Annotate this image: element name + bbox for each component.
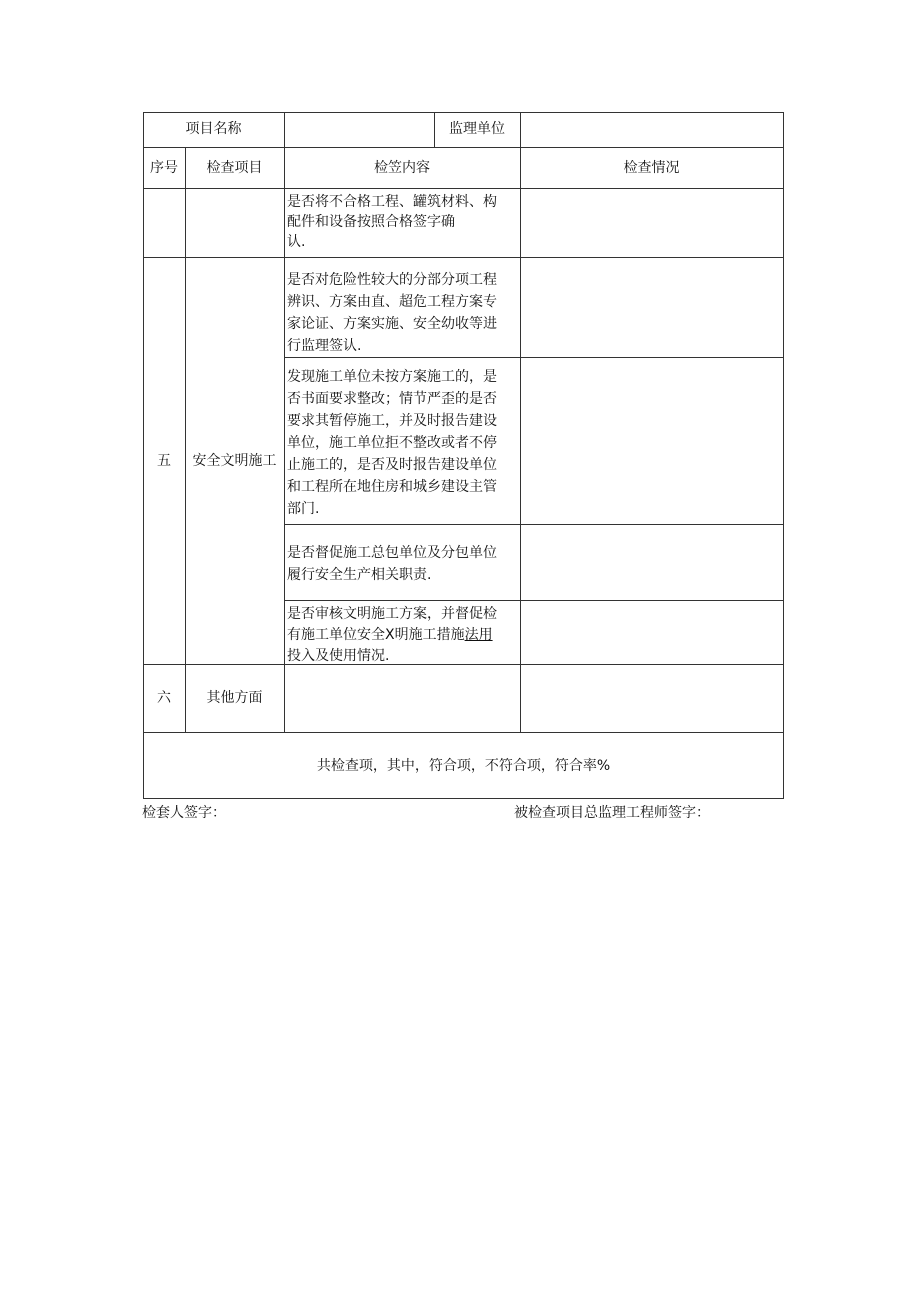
chief-supervisor-signature-label: 被检查项目总监理工程师签字： xyxy=(514,805,710,821)
content-line: 和工程所在地住房和城乡建设主管 xyxy=(287,479,497,495)
content-line: 辨识、方案由直、超危工程方案专 xyxy=(287,294,497,310)
item-other-aspects: 其他方面 xyxy=(206,690,263,706)
table-line xyxy=(520,112,521,733)
content-line: 要求其暂停施工，并及时报告建设 xyxy=(287,413,497,429)
supervisor-unit-label: 监理单位 xyxy=(449,121,505,137)
table-line xyxy=(143,147,784,148)
table-line xyxy=(284,600,784,601)
supervisor-unit-value[interactable] xyxy=(524,120,779,140)
col-header-content: 检笠内容 xyxy=(374,160,430,176)
table-line xyxy=(143,188,784,189)
content-line: 单位，施工单位拒不整改或者不停 xyxy=(287,435,497,451)
col-header-seq: 序号 xyxy=(150,160,178,176)
table-line xyxy=(185,147,186,733)
content-line: 止施工的，是否及时报告建设单位 xyxy=(287,457,497,473)
content-line: 履行安全生产相关职责. xyxy=(287,567,432,583)
content-line: 是否督促施工总包单位及分包单位 xyxy=(287,545,497,561)
col-header-status: 检查情况 xyxy=(623,160,680,176)
table-line xyxy=(284,357,784,358)
content-line: 家论证、方案实施、安全幼收等进 xyxy=(287,316,497,332)
content-text: 有施工单位安全X明施工措施 xyxy=(287,627,465,643)
content-line: 部门. xyxy=(287,501,320,517)
content-line: 认. xyxy=(287,234,306,250)
seq-six: 六 xyxy=(157,690,171,706)
project-name-value[interactable] xyxy=(288,120,430,140)
content-line: 是否将不合格工程、罐筑材料、构 xyxy=(287,194,497,210)
table-line xyxy=(284,524,784,525)
table-border-right xyxy=(783,112,784,799)
content-line: 是否对危险性较大的分部分项工程 xyxy=(287,272,497,288)
summary-text: 共检查项，其中，符合项，不符合项，符合率% xyxy=(316,758,611,774)
col-header-item: 检查项目 xyxy=(206,160,263,176)
table-line xyxy=(143,257,784,258)
content-line xyxy=(287,626,493,646)
table-line xyxy=(143,664,784,665)
content-line: 发现施工单位未按方案施工的，是 xyxy=(287,369,497,385)
table-border-top xyxy=(143,112,784,113)
table-border-bottom xyxy=(143,798,784,799)
project-name-label: 项目名称 xyxy=(185,121,242,137)
content-line: 否书面要求整改；情节严歪的是否 xyxy=(287,391,497,407)
content-line: 是否审核文明施工方案，并督促检 xyxy=(287,606,497,622)
table-line xyxy=(143,732,784,733)
item-safety-civilized-construction: 安全文明施工 xyxy=(192,453,277,469)
inspector-signature-label: 检套人签字： xyxy=(142,805,226,821)
content-line: 行监理签认. xyxy=(287,338,362,354)
underlined-text: 法用 xyxy=(464,627,493,643)
content-line: 配件和设备按照合格签字确 xyxy=(287,214,455,230)
table-line xyxy=(284,112,285,733)
seq-five: 五 xyxy=(157,453,171,469)
content-line: 投入及使用情况. xyxy=(287,648,390,664)
